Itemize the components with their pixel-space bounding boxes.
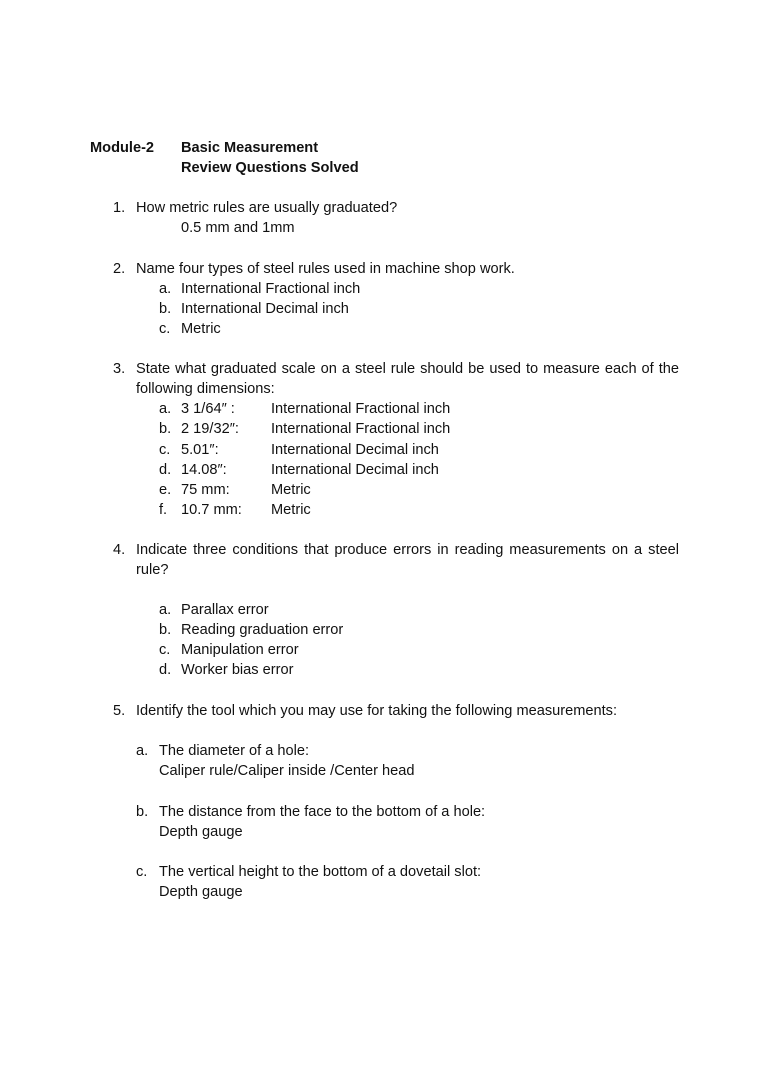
item-answer: Caliper rule/Caliper inside /Center head: [159, 763, 415, 779]
item-letter: a.: [159, 602, 172, 618]
item-letter: c.: [159, 442, 171, 458]
item-letter: a.: [136, 743, 149, 759]
question-text: Identify the tool which you may use for taking the following measurements:: [136, 703, 618, 719]
item-text: Metric: [181, 321, 221, 337]
module-label: Module-2: [90, 140, 155, 156]
item-letter: b.: [159, 301, 172, 317]
question-number: 1.: [113, 200, 126, 216]
question-number: 3.: [113, 361, 126, 377]
item-letter: a.: [159, 281, 172, 297]
document-subtitle: Review Questions Solved: [181, 160, 359, 176]
item-answer: Depth gauge: [159, 884, 243, 900]
item-value: 5.01″:: [181, 442, 219, 458]
item-text: The vertical height to the bottom of a dovetail slot:: [159, 864, 482, 880]
item-value: 10.7 mm:: [181, 502, 242, 518]
answer-text: 0.5 mm and 1mm: [181, 220, 295, 236]
item-letter: b.: [159, 421, 172, 437]
item-letter: c.: [159, 642, 171, 658]
question-text: How metric rules are usually graduated?: [136, 200, 398, 216]
item-value: 75 mm:: [181, 482, 230, 498]
item-answer: International Fractional inch: [271, 401, 451, 417]
item-letter: d.: [159, 662, 172, 678]
question-number: 2.: [113, 261, 126, 277]
item-value: 14.08″:: [181, 462, 227, 478]
item-answer: Metric: [271, 502, 311, 518]
item-text: Manipulation error: [181, 642, 299, 658]
item-answer: Depth gauge: [159, 824, 243, 840]
item-answer: International Decimal inch: [271, 462, 439, 478]
item-letter: a.: [159, 401, 172, 417]
item-text: Reading graduation error: [181, 622, 344, 638]
question-text: Indicate three conditions that produce errors in reading measurements on a steel rule?: [136, 542, 679, 578]
item-letter: b.: [136, 804, 149, 820]
item-text: The diameter of a hole:: [159, 743, 310, 759]
item-letter: b.: [159, 622, 172, 638]
item-answer: Metric: [271, 482, 311, 498]
item-value: 2 19/32″:: [181, 421, 239, 437]
item-text: International Fractional inch: [181, 281, 361, 297]
item-answer: International Decimal inch: [271, 442, 439, 458]
item-letter: c.: [136, 864, 148, 880]
item-letter: f.: [159, 502, 168, 518]
document-title: Basic Measurement: [181, 140, 319, 156]
item-text: International Decimal inch: [181, 301, 349, 317]
item-answer: International Fractional inch: [271, 421, 451, 437]
item-value: 3 1/64″ :: [181, 401, 235, 417]
question-text: State what graduated scale on a steel rule should be used to measure each of the following dimensions:: [136, 361, 679, 397]
item-letter: d.: [159, 462, 172, 478]
question-number: 5.: [113, 703, 126, 719]
item-text: The distance from the face to the bottom of a hole:: [159, 804, 486, 820]
item-letter: c.: [159, 321, 171, 337]
item-text: Parallax error: [181, 602, 269, 618]
question-text: Name four types of steel rules used in machine shop work.: [136, 261, 515, 277]
item-text: Worker bias error: [181, 662, 294, 678]
question-number: 4.: [113, 542, 126, 558]
item-letter: e.: [159, 482, 172, 498]
